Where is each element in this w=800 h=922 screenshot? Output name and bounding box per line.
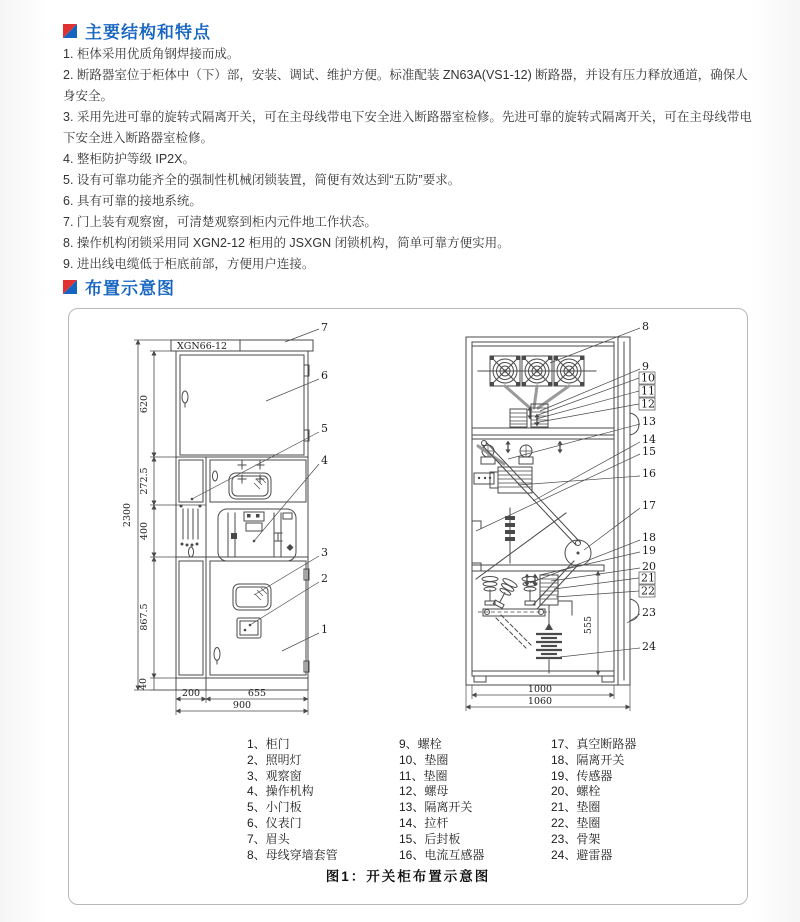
legend-item: 21、垫圈 bbox=[551, 800, 601, 815]
legend-item: 7、眉头 bbox=[247, 831, 290, 846]
section-title: 布置示意图 bbox=[85, 279, 175, 298]
legend-item: 11、垫圈 bbox=[399, 768, 448, 783]
legend-item: 4、操作机构 bbox=[247, 784, 314, 799]
feature-item: 7. 门上装有观察窗，可清楚观察到柜内元件地工作状态。 bbox=[63, 215, 377, 229]
section-title: 主要结构和特点 bbox=[85, 23, 211, 42]
legend-column-3 bbox=[551, 737, 721, 863]
callout-number: 22 bbox=[641, 584, 655, 598]
legend-column-2 bbox=[399, 737, 551, 863]
callout-number: 16 bbox=[642, 467, 656, 480]
legend-item: 24、避雷器 bbox=[551, 847, 613, 862]
dim-label: 555 bbox=[583, 615, 594, 635]
legend-item: 10、垫圈 bbox=[399, 752, 449, 767]
feature-item: 3. 采用先进可靠的旋转式隔离开关，可在主母线带电下安全进入断路器室检修。先进可靠的旋转式隔离开关，可在主母线带电下安全进入断路器室检修。 bbox=[63, 110, 752, 145]
callout-number: 4 bbox=[321, 454, 328, 467]
dim-label: 400 bbox=[139, 521, 150, 541]
dim-label: 1000 bbox=[527, 684, 553, 695]
callout-number: 1 bbox=[321, 623, 328, 636]
legend-item: 22、垫圈 bbox=[551, 815, 601, 830]
legend-item: 17、真空断路器 bbox=[551, 737, 637, 751]
legend-item: 3、观察窗 bbox=[247, 768, 302, 783]
legend-item: 6、仪表门 bbox=[247, 815, 302, 830]
callout-number: 7 bbox=[321, 321, 328, 334]
legend-item: 14、拉杆 bbox=[399, 815, 449, 830]
callout-number: 23 bbox=[642, 606, 656, 619]
layout-diagram-panel bbox=[68, 308, 748, 905]
callout-number: 12 bbox=[641, 397, 655, 411]
legend-item: 8、母线穿墙套管 bbox=[247, 847, 338, 862]
feature-item: 9. 进出线电缆低于柜底前部，方便用户连接。 bbox=[63, 257, 315, 271]
callout-number: 17 bbox=[642, 499, 656, 512]
callout-number: 10 bbox=[641, 371, 655, 385]
switchgear-layout-drawing bbox=[78, 313, 738, 743]
parts-legend bbox=[247, 737, 721, 863]
feature-item: 2. 断路器室位于柜体中（下）部，安装、调试、维护方便。标准配装 ZN63A(VS1-12) 断路器，并设有压力释放通道，确保人身安全。 bbox=[63, 68, 748, 103]
front-view-drawing bbox=[171, 340, 313, 690]
legend-item: 20、螺栓 bbox=[551, 784, 601, 799]
callout-number: 19 bbox=[642, 544, 656, 557]
model-label: XGN66-12 bbox=[177, 341, 228, 352]
callout-number: 6 bbox=[321, 369, 328, 382]
legend-column-1 bbox=[247, 737, 399, 863]
dim-label: 1060 bbox=[527, 696, 553, 707]
callout-number: 14 bbox=[642, 433, 656, 446]
legend-item: 12、螺母 bbox=[399, 784, 449, 799]
dim-label: 2300 bbox=[122, 502, 133, 528]
callout-number: 5 bbox=[321, 422, 328, 435]
callout-number: 20 bbox=[642, 560, 656, 573]
legend-item: 9、螺栓 bbox=[399, 737, 442, 751]
callout-number: 11 bbox=[641, 384, 655, 398]
dim-label: 620 bbox=[139, 394, 150, 414]
side-view-drawing bbox=[466, 337, 639, 685]
callout-number: 18 bbox=[642, 531, 656, 544]
feature-list bbox=[63, 44, 755, 275]
section-bullet-icon bbox=[63, 280, 77, 294]
feature-item: 5. 设有可靠功能齐全的强制性机械闭锁装置，简便有效达到“五防”要求。 bbox=[63, 173, 461, 187]
legend-item: 16、电流互感器 bbox=[399, 847, 485, 862]
callout-number: 8 bbox=[642, 320, 649, 333]
feature-item: 1. 柜体采用优质角钢焊接而成。 bbox=[63, 47, 240, 61]
callout-number: 15 bbox=[642, 445, 656, 458]
feature-item: 4. 整柜防护等级 IP2X。 bbox=[63, 152, 195, 166]
section-bullet-icon bbox=[63, 24, 77, 38]
callout-number: 3 bbox=[321, 546, 328, 559]
legend-item: 13、隔离开关 bbox=[399, 800, 473, 815]
callout-number: 13 bbox=[642, 415, 656, 428]
legend-item: 19、传感器 bbox=[551, 768, 613, 783]
legend-item: 23、骨架 bbox=[551, 831, 601, 846]
section-header-features bbox=[63, 18, 211, 43]
callout-number: 2 bbox=[321, 572, 328, 585]
figure-caption: 图1：开关柜布置示意图 bbox=[325, 869, 491, 884]
legend-item: 2、照明灯 bbox=[247, 752, 302, 767]
dim-label: 40 bbox=[138, 677, 149, 691]
callout-number: 21 bbox=[641, 571, 655, 585]
feature-item: 8. 操作机构闭锁采用同 XGN2-12 柜用的 JSXGN 闭锁机构，简单可靠方便实用。 bbox=[63, 236, 510, 250]
legend-item: 15、后封板 bbox=[399, 831, 461, 846]
callout-number: 24 bbox=[642, 640, 656, 653]
front-view-callouts bbox=[191, 321, 328, 651]
legend-item: 18、隔离开关 bbox=[551, 752, 625, 767]
dim-label: 200 bbox=[181, 688, 201, 699]
dim-label: 655 bbox=[247, 688, 267, 699]
section-header-layout bbox=[63, 274, 175, 299]
dim-label: 900 bbox=[232, 700, 252, 711]
legend-item: 1、柜门 bbox=[247, 737, 290, 751]
dim-label: 272.5 bbox=[139, 467, 150, 495]
feature-item: 6. 具有可靠的接地系统。 bbox=[63, 194, 202, 208]
legend-item: 5、小门板 bbox=[247, 800, 302, 815]
callout-number: 9 bbox=[642, 360, 649, 373]
dim-label: 867.5 bbox=[139, 603, 150, 631]
